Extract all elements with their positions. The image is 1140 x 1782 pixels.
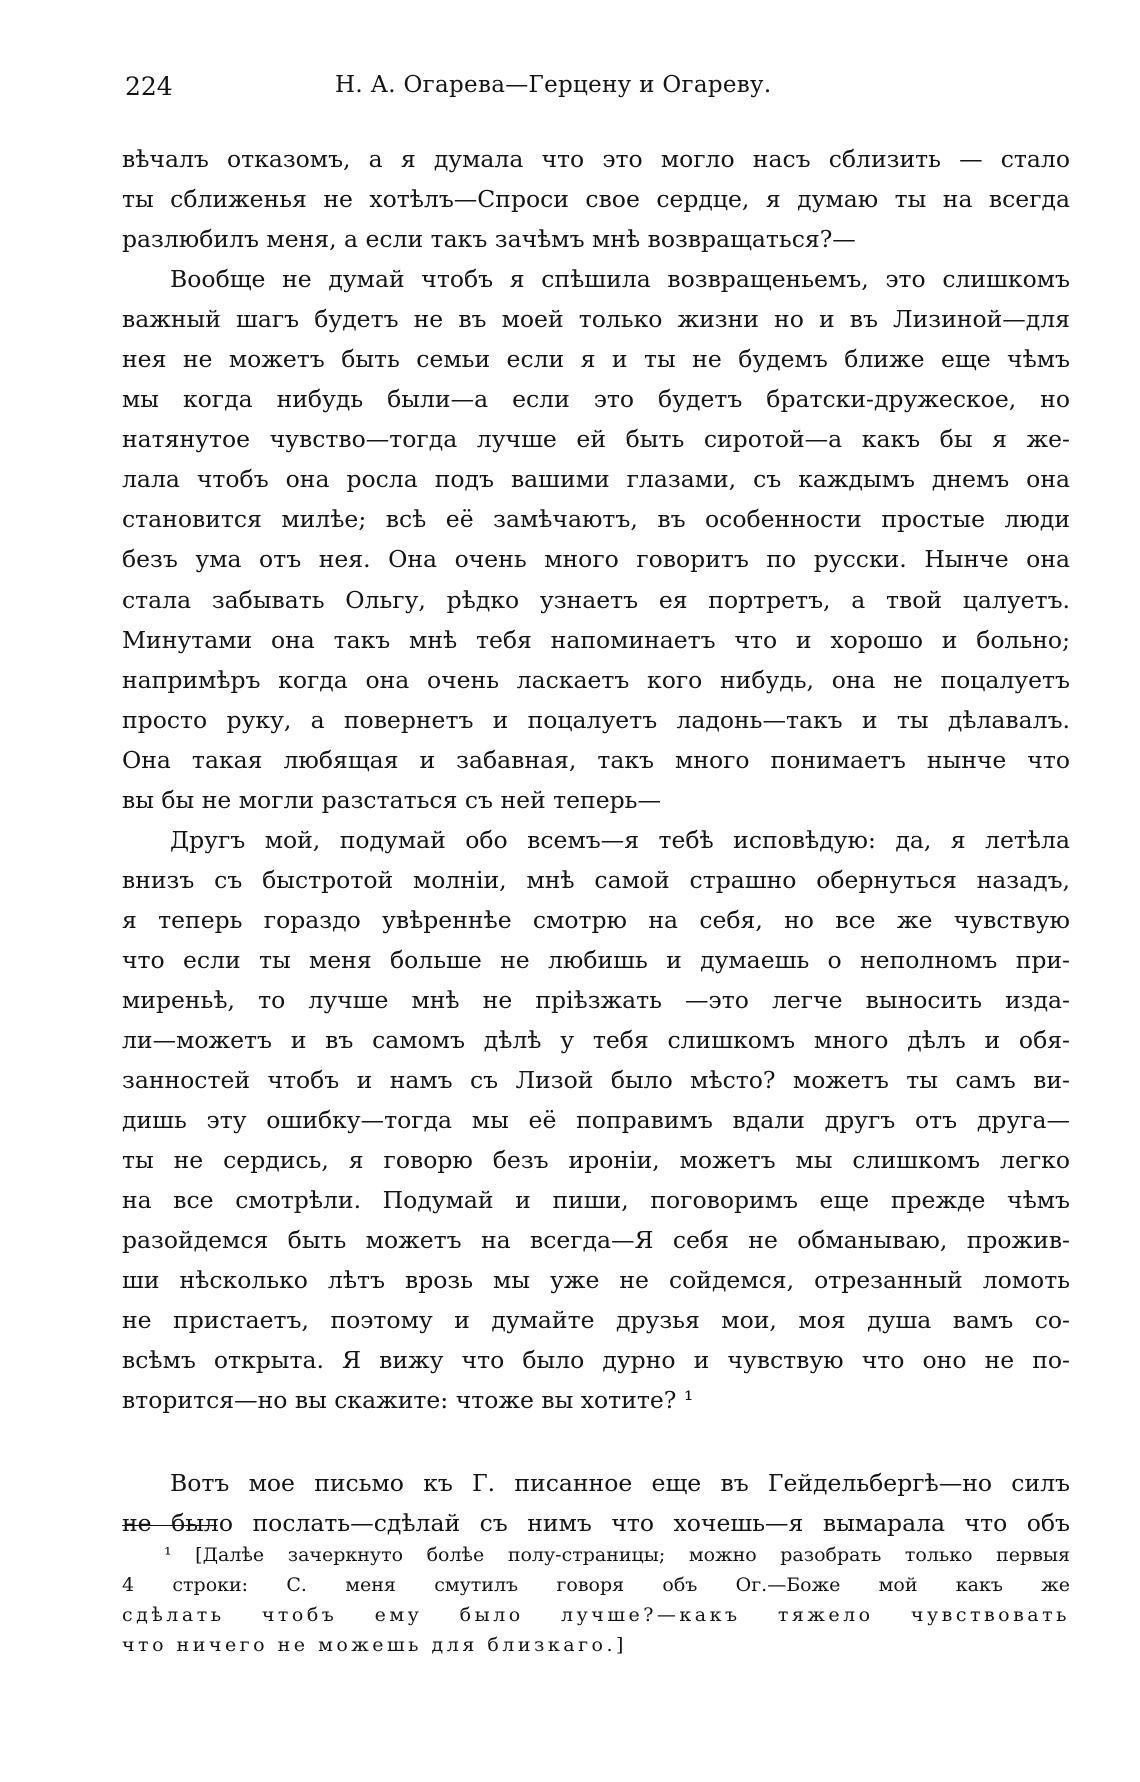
text-line: мы когда нибудь были—а если это будетъ братски-дружеское, но (122, 385, 1070, 414)
main-text (122, 139, 1070, 1543)
text-line: Минутами она такъ мнѣ тебя напоминаетъ что и хорошо и больно; (122, 625, 1070, 654)
page-number: 224 (125, 72, 173, 101)
text-line: ты не сердись, я говорю безъ ироніи, можетъ мы слишкомъ легко (122, 1146, 1070, 1175)
text-line: вторится—но вы скажите: чтоже вы хотите? ¹ (122, 1386, 694, 1415)
text-line: стала забывать Ольгу, рѣдко узнаетъ ея портретъ, а твой цалуетъ. (122, 585, 1070, 614)
paragraph-gap (122, 1421, 1070, 1463)
text-line: безъ ума отъ нея. Она очень много говоритъ по русски. Нынче она (122, 545, 1070, 574)
text-line: всѣмъ открыта. Я вижу что было дурно и чувствую что оно не по- (122, 1346, 1070, 1375)
footnote (122, 1540, 1070, 1660)
text-line: напримѣръ когда она очень ласкаетъ кого нибудь, она не поцалуетъ (122, 665, 1070, 694)
text-line: дишь эту ошибку—тогда мы её поправимъ вдали другъ отъ друга— (122, 1106, 1070, 1135)
footnote-rule (122, 1525, 217, 1526)
text-line: разойдемся быть можетъ на всегда—Я себя не обманываю, прожив- (122, 1226, 1070, 1255)
page-header (125, 72, 1075, 108)
text-line: важный шагъ будетъ не въ моей только жизни но и въ Лизиной—для (122, 305, 1070, 334)
text-line: просто руку, а повернетъ и поцалуетъ ладонь—такъ и ты дѣлавалъ. (122, 705, 1070, 734)
text-line: ши нѣсколько лѣтъ врозь мы уже не сойдемся, отрезанный ломоть (122, 1266, 1070, 1295)
text-line: что если ты меня больше не любишь и думаешь о неполномъ при- (122, 945, 1070, 974)
text-line: не пристаетъ, поэтому и думайте друзья мои, моя душа вамъ со- (122, 1306, 1070, 1335)
text-line: внизъ съ быстротой молніи, мнѣ самой страшно обернуться назадъ, (122, 865, 1070, 894)
footnote-line: 4 строки: С. меня смутилъ говоря объ Ог.—Боже мой какъ же (122, 1574, 1070, 1596)
text-line: ли—можетъ и въ самомъ дѣлѣ у тебя слишкомъ много дѣлъ и обя- (122, 1026, 1070, 1055)
footnote-line: что ничего не можешь для близкаго.] (122, 1634, 627, 1656)
text-line: нея не можетъ быть семьи если я и ты не будемъ ближе еще чѣмъ (122, 345, 1070, 374)
text-line: натянутое чувство—тогда лучше ей быть сиротой—а какъ бы я же- (122, 425, 1070, 454)
text-line: разлюбилъ меня, а если такъ зачѣмъ мнѣ возвращаться?— (122, 225, 856, 254)
running-title: Н. А. Огарева—Герцену и Огареву. (335, 72, 772, 98)
text-line: миреньѣ, то лучше мнѣ не пріѣзжать —это легче выносить изда- (122, 985, 1070, 1014)
text-line: вѣчалъ отказомъ, а я думала что это могло насъ сблизить — стало (122, 145, 1070, 173)
text-line: Другъ мой, подумай обо всемъ—я тебѣ исповѣдую: да, я летѣла (170, 825, 1070, 854)
footnote-line: ¹ [Далѣе зачеркнуто болѣе полу-страницы; можно разобрать только первыя (164, 1544, 1070, 1566)
text-line: Она такая любящая и забавная, такъ много понимаетъ нынче что (122, 745, 1070, 774)
text-line: ты сближенья не хотѣлъ—Спроси свое сердце, я думаю ты на всегда (122, 185, 1070, 214)
footnote-line: сдѣлать чтобъ ему было лучше?—какъ тяжело чувствовать (122, 1604, 1070, 1626)
text-line: занностей чтобъ и намъ съ Лизой было мѣсто? можетъ ты самъ ви- (122, 1066, 1070, 1095)
text-line: я теперь гораздо увѣреннѣе смотрю на себя, но все же чувствую (122, 905, 1070, 934)
text-line: Вообще не думай чтобъ я спѣшила возвращеньемъ, это слишкомъ (170, 265, 1070, 294)
text-line: лала чтобъ она росла подъ вашими глазами, съ каждымъ днемъ она (122, 465, 1070, 494)
text-line: вы бы не могли разстаться съ ней теперь— (122, 785, 661, 814)
text-line: не было послать—сдѣлай съ нимъ что хочешь—я вымарала что объ (122, 1508, 1070, 1537)
text-line: на все смотрѣли. Подумай и пиши, поговоримъ еще прежде чѣмъ (122, 1186, 1070, 1215)
text-line: становится милѣе; всѣ её замѣчаютъ, въ особенности простые люди (122, 505, 1070, 534)
text-line: Вотъ мое письмо къ Г. писанное еще въ Гейдельбергѣ—но силъ (170, 1468, 1070, 1497)
